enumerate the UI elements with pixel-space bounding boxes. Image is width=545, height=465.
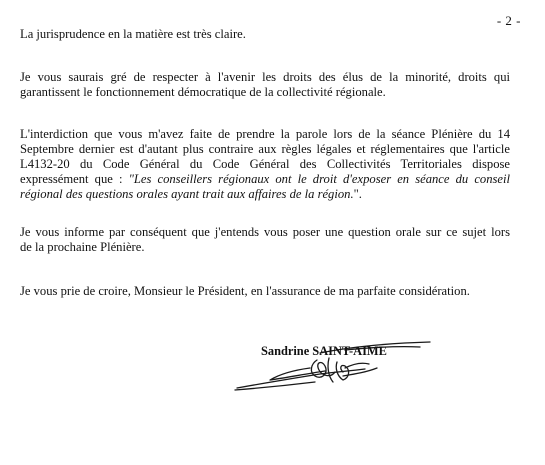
paragraph-interdiction: [20, 127, 510, 202]
paragraph-minority-rights: [20, 70, 510, 100]
quote-intro: expressément que :: [20, 172, 129, 186]
text-line: La jurisprudence en la matière est très claire.: [20, 27, 246, 41]
paragraph-oral-question: [20, 225, 510, 255]
text-line: de la prochaine Plénière.: [20, 240, 145, 254]
text-line-with-quote: [20, 172, 510, 187]
text-line: Je vous informe par conséquent que j'entends vous poser une question orale sur ce sujet lors: [20, 225, 510, 239]
paragraph-closing: [20, 284, 510, 299]
paragraph-jurisprudence: [20, 27, 510, 42]
text-line: L4132-20 du Code Général du Code Général des Collectivités Territoriales dispose: [20, 157, 510, 171]
text-line: garantissent le fonctionnement démocratique de la collectivité régionale.: [20, 85, 386, 99]
signatory-name: Sandrine SAINT-AIME: [261, 344, 387, 358]
page-number: - 2 -: [496, 13, 521, 28]
text-line: L'interdiction que vous m'avez faite de prendre la parole lors de la séance Plénière du 14: [20, 127, 510, 141]
quote-close: ".: [353, 187, 362, 201]
text-line: Je vous prie de croire, Monsieur le Président, en l'assurance de ma parfaite considération.: [20, 284, 470, 298]
text-line: Septembre dernier est d'autant plus contraire aux règles légales et réglementaires que l'article: [20, 142, 510, 156]
text-line-with-quote: [20, 187, 510, 202]
text-line: Je vous saurais gré de respecter à l'avenir les droits des élus de la minorité, droits qui: [20, 70, 510, 84]
legal-quote-end: régional des questions orales ayant trait aux affaires de la région.: [20, 187, 354, 201]
legal-quote-start: "Les conseillers régionaux ont le droit d'exposer en séance du conseil: [128, 172, 511, 186]
